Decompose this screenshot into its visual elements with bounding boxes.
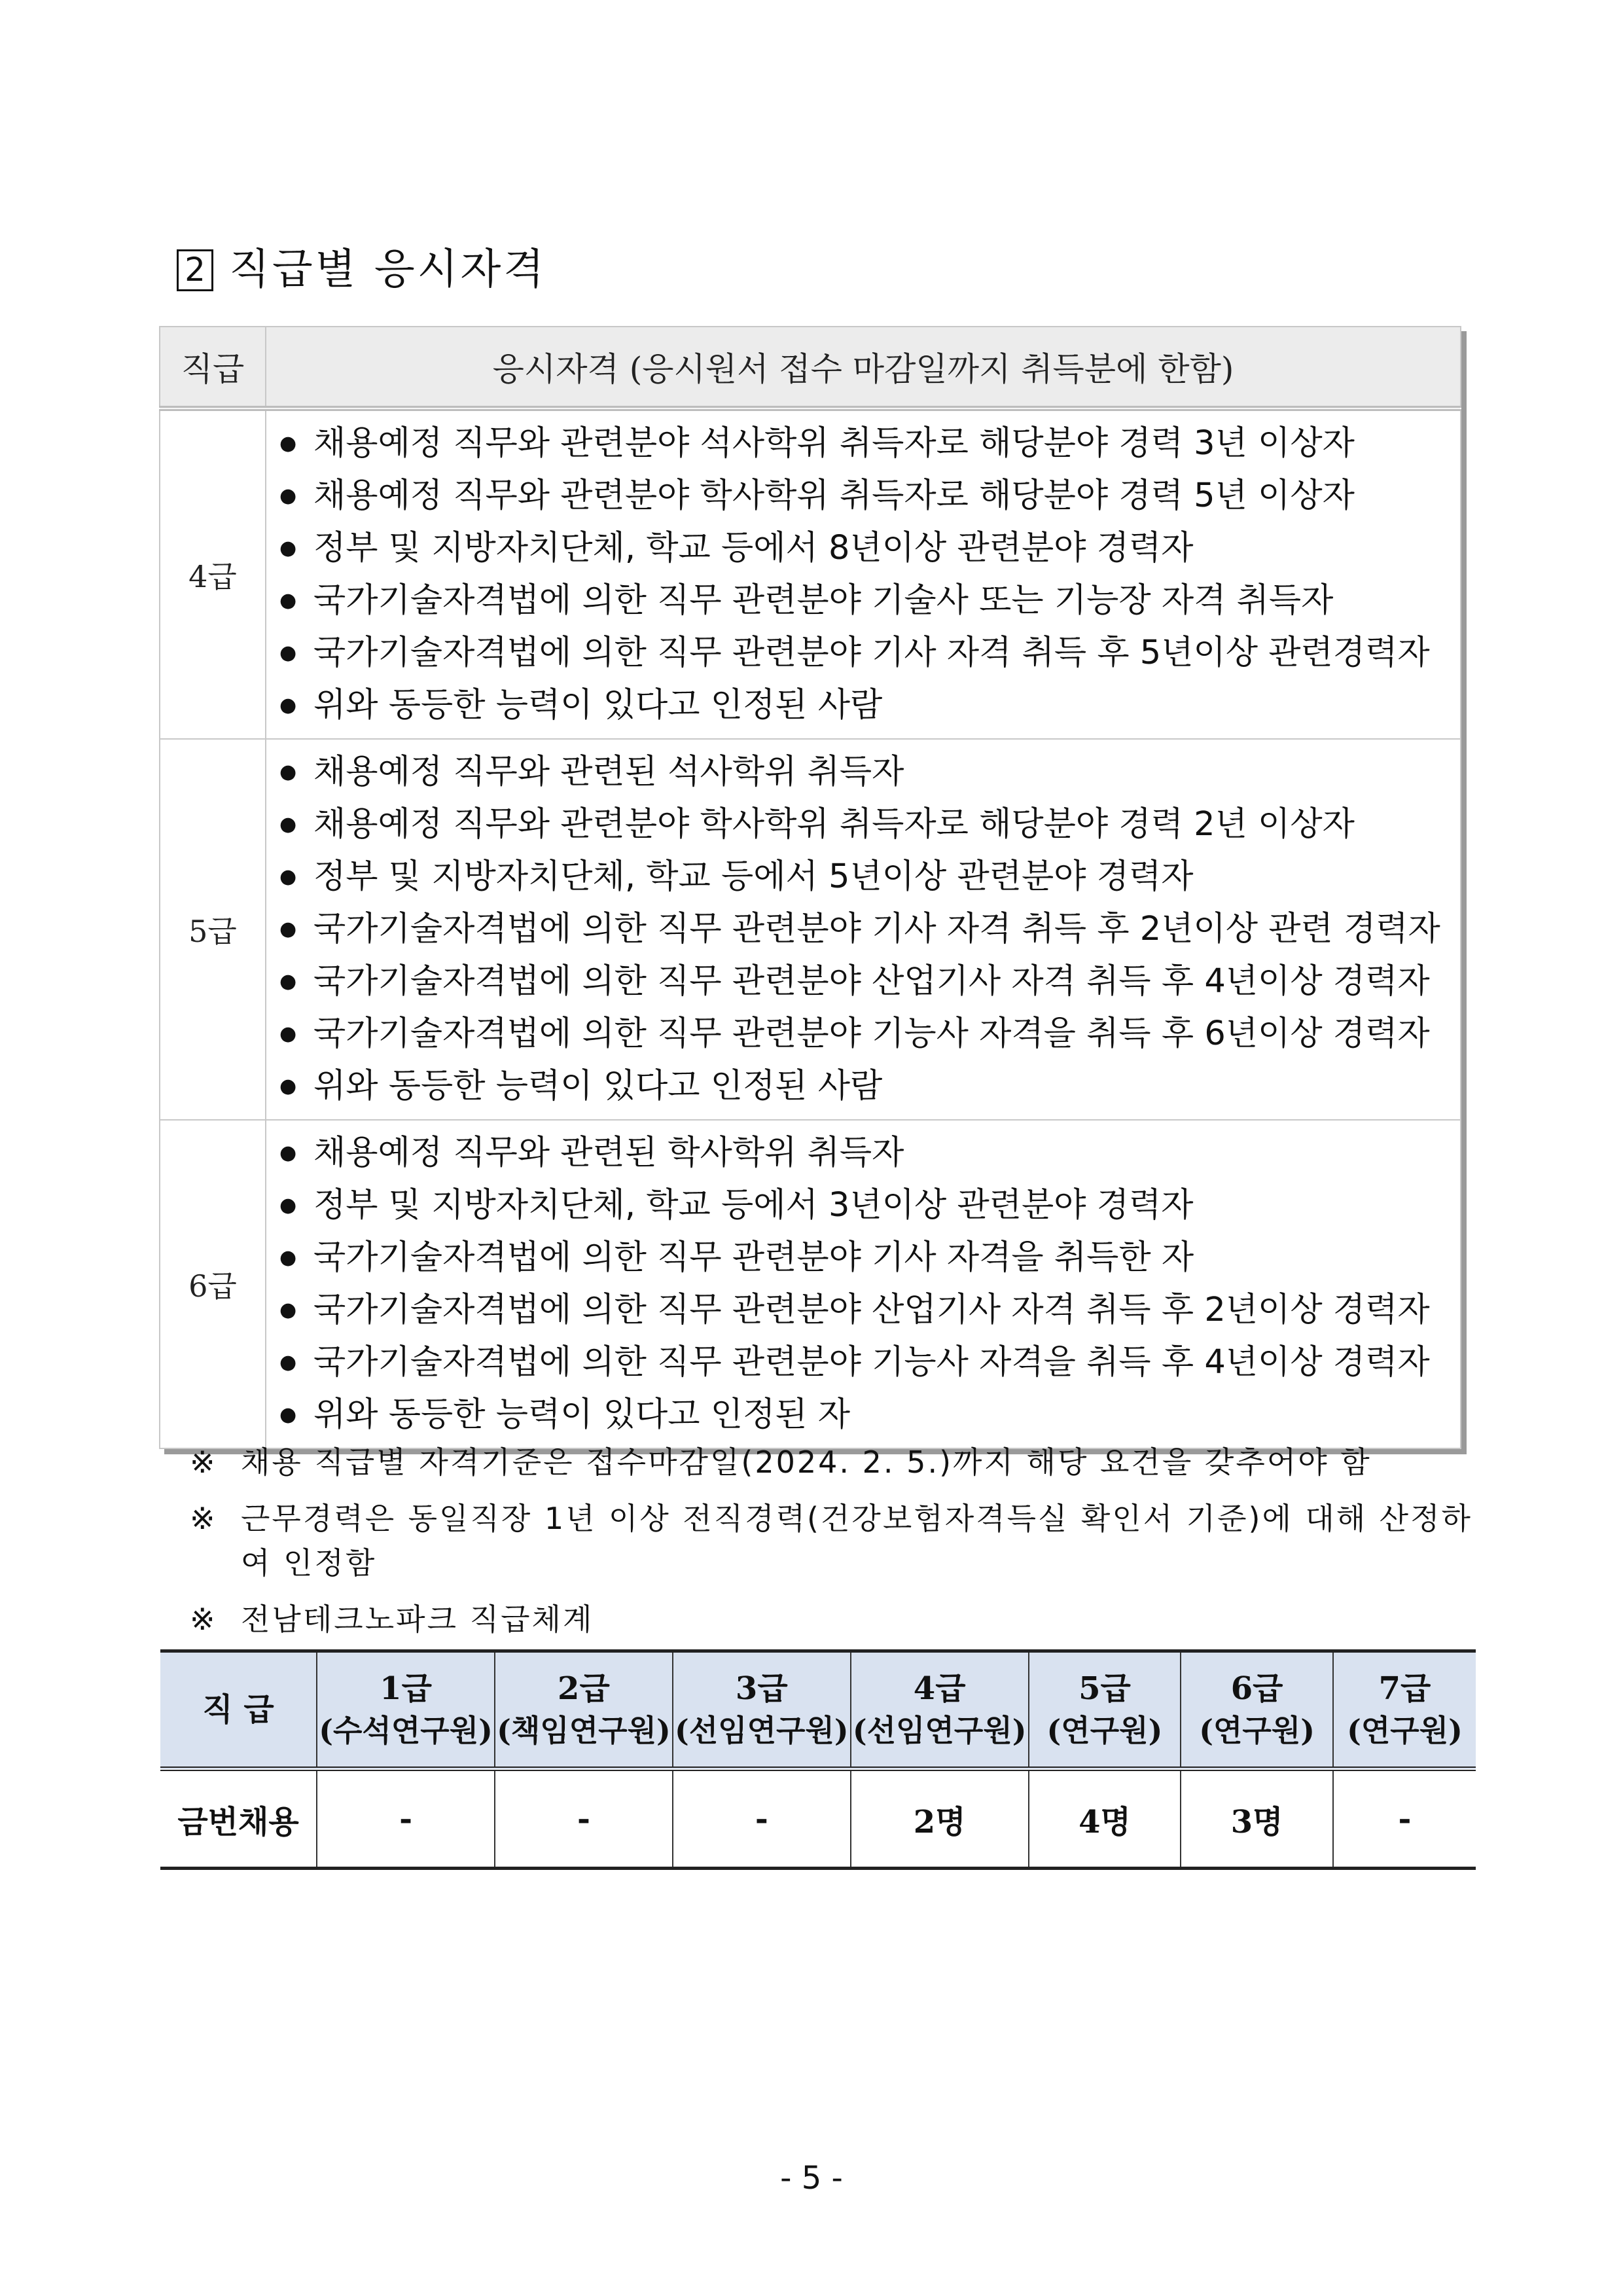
qualification-list xyxy=(266,418,1460,732)
header-qualification: 응시자격 (응시원서 접수 마감일까지 취득분에 한함) xyxy=(266,327,1461,408)
reference-mark-icon: ※ xyxy=(190,1501,217,1536)
list-item: ● 국가기술자격법에 의한 직무 관련분야 기능사 자격을 취득 후 6년이상 경력자 xyxy=(266,1008,1460,1060)
grade-label: 7급 xyxy=(1378,1670,1431,1707)
section-title-text: 직급별 응시자격 xyxy=(229,245,547,294)
row-grade: 6급 xyxy=(160,1120,266,1448)
list-item: ● 국가기술자격법에 의한 직무 관련분야 기사 자격을 취득한 자 xyxy=(266,1232,1460,1284)
qualification-list xyxy=(266,746,1460,1113)
hire-count: - xyxy=(317,1769,495,1869)
note-text: 전남테크노파크 직급체계 xyxy=(241,1602,594,1637)
note xyxy=(190,1597,1472,1641)
reference-mark-icon: ※ xyxy=(190,1444,217,1480)
grade-title: (연구원) xyxy=(1199,1713,1315,1748)
list-item: ● 정부 및 지방자치단체, 학교 등에서 3년이상 관련분야 경력자 xyxy=(266,1179,1460,1232)
table-row xyxy=(160,1120,1461,1448)
grade-label: 1급 xyxy=(380,1670,432,1707)
header-grade: 직급 xyxy=(160,327,266,408)
grade-label: 2급 xyxy=(558,1670,610,1707)
table-row xyxy=(160,408,1461,739)
section-title xyxy=(177,236,546,296)
note xyxy=(190,1496,1472,1585)
list-item: ● 정부 및 지방자치단체, 학교 등에서 8년이상 관련분야 경력자 xyxy=(266,522,1460,575)
list-item: ● 채용예정 직무와 관련분야 학사학위 취득자로 해당분야 경력 5년 이상자 xyxy=(266,470,1460,522)
hire-count: 4명 xyxy=(1029,1769,1181,1869)
row-grade: 4급 xyxy=(160,408,266,739)
hire-count: - xyxy=(1333,1769,1476,1869)
note-text: 채용 직급별 자격기준은 접수마감일(2024. 2. 5.)까지 해당 요건을 갖추어야 함 xyxy=(241,1444,1372,1480)
grade-header-label: 직 급 xyxy=(160,1651,317,1769)
list-item: ● 채용예정 직무와 관련된 석사학위 취득자 xyxy=(266,746,1460,798)
hire-count: 3명 xyxy=(1181,1769,1333,1869)
grade-column xyxy=(495,1651,673,1769)
hire-row-label: 금번채용 xyxy=(160,1769,317,1869)
list-item: ● 국가기술자격법에 의한 직무 관련분야 산업기사 자격 취득 후 4년이상 경력자 xyxy=(266,956,1460,1008)
grade-label: 6급 xyxy=(1230,1670,1283,1707)
table-row xyxy=(160,739,1461,1120)
grade-column xyxy=(1181,1651,1333,1769)
grade-title: (연구원) xyxy=(1347,1713,1463,1748)
list-item: ● 국가기술자격법에 의한 직무 관련분야 기사 자격 취득 후 5년이상 관련경력자 xyxy=(266,627,1460,679)
list-item: ● 위와 동등한 능력이 있다고 인정된 사람 xyxy=(266,679,1460,732)
note-text: 근무경력은 동일직장 1년 이상 전직경력(건강보험자격득실 확인서 기준)에 대해 산정하여 인정함 xyxy=(241,1501,1472,1581)
grade-system-table xyxy=(160,1649,1476,1870)
grade-column xyxy=(317,1651,495,1769)
grade-label: 3급 xyxy=(735,1670,788,1707)
hire-count: - xyxy=(495,1769,673,1869)
grade-column xyxy=(1333,1651,1476,1769)
note xyxy=(190,1440,1472,1484)
list-item: ● 채용예정 직무와 관련분야 석사학위 취득자로 해당분야 경력 3년 이상자 xyxy=(266,418,1460,470)
list-item: ● 정부 및 지방자치단체, 학교 등에서 5년이상 관련분야 경력자 xyxy=(266,851,1460,903)
qualification-table xyxy=(159,326,1461,1449)
section-number: 2 xyxy=(177,249,213,291)
grade-title: (연구원) xyxy=(1046,1713,1163,1748)
grade-title: (선임연구원) xyxy=(852,1713,1027,1748)
grade-column xyxy=(1029,1651,1181,1769)
grade-title: (선임연구원) xyxy=(674,1713,849,1748)
hire-count: - xyxy=(673,1769,851,1869)
grade-title: (수석연구원) xyxy=(319,1713,493,1748)
hire-count: 2명 xyxy=(851,1769,1029,1869)
qualification-list xyxy=(266,1127,1460,1441)
row-grade: 5급 xyxy=(160,739,266,1120)
reference-mark-icon: ※ xyxy=(190,1602,217,1637)
grade-label: 5급 xyxy=(1079,1670,1131,1707)
table-row xyxy=(160,1769,1476,1869)
grade-column xyxy=(851,1651,1029,1769)
notes xyxy=(190,1440,1472,1653)
list-item: ● 채용예정 직무와 관련분야 학사학위 취득자로 해당분야 경력 2년 이상자 xyxy=(266,798,1460,851)
list-item: ● 위와 동등한 능력이 있다고 인정된 사람 xyxy=(266,1060,1460,1113)
grade-column xyxy=(673,1651,851,1769)
grade-label: 4급 xyxy=(913,1670,966,1707)
page-number: - 5 - xyxy=(780,2160,843,2197)
list-item: ● 국가기술자격법에 의한 직무 관련분야 기능사 자격을 취득 후 4년이상 경력자 xyxy=(266,1336,1460,1389)
list-item: ● 국가기술자격법에 의한 직무 관련분야 기술사 또는 기능장 자격 취득자 xyxy=(266,575,1460,627)
list-item: ● 위와 동등한 능력이 있다고 인정된 자 xyxy=(266,1389,1460,1441)
list-item: ● 국가기술자격법에 의한 직무 관련분야 산업기사 자격 취득 후 2년이상 경력자 xyxy=(266,1284,1460,1336)
list-item: ● 국가기술자격법에 의한 직무 관련분야 기사 자격 취득 후 2년이상 관련 경력자 xyxy=(266,903,1460,956)
list-item: ● 채용예정 직무와 관련된 학사학위 취득자 xyxy=(266,1127,1460,1179)
grade-title: (책임연구원) xyxy=(497,1713,671,1748)
